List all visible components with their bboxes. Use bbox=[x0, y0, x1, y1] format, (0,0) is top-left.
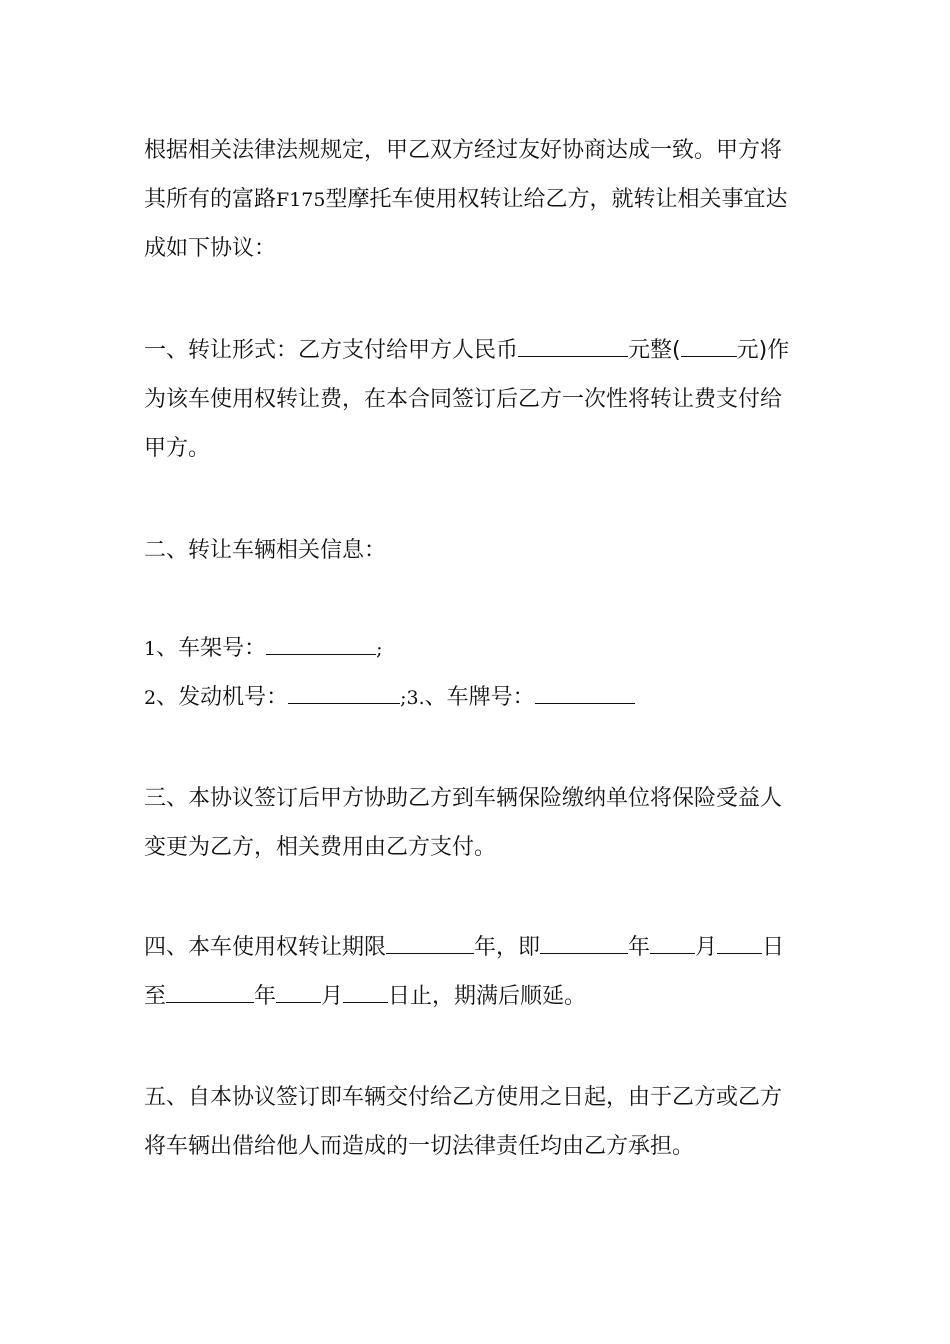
clause-5-line-1: 五、自本协议签订即车辆交付给乙方使用之日起，由于乙方或乙方 bbox=[144, 1085, 783, 1110]
clause-4-month-1: 月 bbox=[695, 935, 718, 960]
vehicle-frame-number-row bbox=[144, 624, 824, 673]
clause-4-month-2: 月 bbox=[321, 984, 344, 1009]
engine-number-label: 、发动机号： bbox=[156, 685, 289, 710]
clause-1-line-2: 为该车使用权转让费，在本合同签订后乙方一次性将转让费支付给 bbox=[144, 387, 783, 412]
intro-line-1: 根据相关法律法规规定，甲乙双方经过友好协商达成一致。甲方将 bbox=[144, 138, 783, 163]
frame-number-label: 、车架号： bbox=[156, 636, 267, 661]
clause-4-line-1 bbox=[144, 923, 824, 972]
end-year-blank[interactable] bbox=[166, 978, 254, 1003]
frame-number-blank[interactable] bbox=[266, 630, 376, 655]
clause-3 bbox=[144, 774, 824, 872]
engine-plate-number-row bbox=[144, 673, 824, 722]
clause-4-day-1: 日 bbox=[762, 935, 785, 960]
intro-line-2 bbox=[144, 175, 824, 224]
intro-line-3: 成如下协议： bbox=[144, 236, 277, 261]
clause-4-prefix: 四、本车使用权转让期限 bbox=[144, 935, 387, 960]
amount-words-blank[interactable] bbox=[518, 332, 628, 357]
start-month-blank[interactable] bbox=[650, 929, 695, 954]
end-month-blank[interactable] bbox=[276, 978, 321, 1003]
clause-5-line-2: 将车辆出借给他人而造成的一切法律责任均由乙方承担。 bbox=[144, 1134, 695, 1159]
clause-2-heading-text: 二、转让车辆相关信息： bbox=[144, 538, 387, 563]
item-1-end: ; bbox=[376, 638, 383, 660]
start-year-blank[interactable] bbox=[540, 929, 628, 954]
plate-number-blank[interactable] bbox=[535, 679, 635, 704]
intro-line-2-start: 其所有的富路 bbox=[144, 187, 277, 212]
clause-1-line-3: 甲方。 bbox=[144, 436, 211, 461]
clause-3-line-2: 变更为乙方，相关费用由乙方支付。 bbox=[144, 835, 497, 860]
clause-4 bbox=[144, 923, 824, 1021]
amount-figures-blank[interactable] bbox=[681, 332, 737, 357]
clause-4-line-2 bbox=[144, 972, 824, 1021]
clause-1-suffix: 元)作 bbox=[736, 338, 790, 363]
clause-1-mid: 元整( bbox=[628, 338, 681, 363]
item-1-number: 1 bbox=[144, 638, 157, 660]
clause-2-items bbox=[144, 624, 824, 722]
clause-3-line-1: 三、本协议签订后甲方协助乙方到车辆保险缴纳单位将保险受益人 bbox=[144, 786, 783, 811]
clause-4-year-1: 年，即 bbox=[474, 935, 541, 960]
end-day-blank[interactable] bbox=[343, 978, 388, 1003]
clause-4-year-2: 年 bbox=[628, 935, 651, 960]
clause-1-line-1 bbox=[144, 326, 824, 375]
engine-number-blank[interactable] bbox=[288, 679, 400, 704]
clause-1 bbox=[144, 326, 824, 473]
clause-1-prefix: 一、转让形式：乙方支付给甲方人民币 bbox=[144, 338, 519, 363]
clause-4-to: 至 bbox=[144, 984, 167, 1009]
clause-5 bbox=[144, 1073, 824, 1171]
intro-line-2-end: 型摩托车使用权转让给乙方，就转让相关事宜达 bbox=[325, 187, 788, 212]
term-years-blank[interactable] bbox=[386, 929, 474, 954]
clause-4-end: 日止，期满后顺延。 bbox=[388, 984, 587, 1009]
item-2-number: 2 bbox=[144, 687, 157, 709]
clause-4-year-3: 年 bbox=[254, 984, 277, 1009]
item-2-separator: ;3. bbox=[400, 687, 425, 709]
intro-paragraph bbox=[144, 126, 824, 273]
clause-2-heading bbox=[144, 526, 824, 575]
plate-number-label: 、车牌号： bbox=[424, 685, 535, 710]
motorcycle-model: F175 bbox=[276, 189, 326, 211]
start-day-blank[interactable] bbox=[717, 929, 762, 954]
